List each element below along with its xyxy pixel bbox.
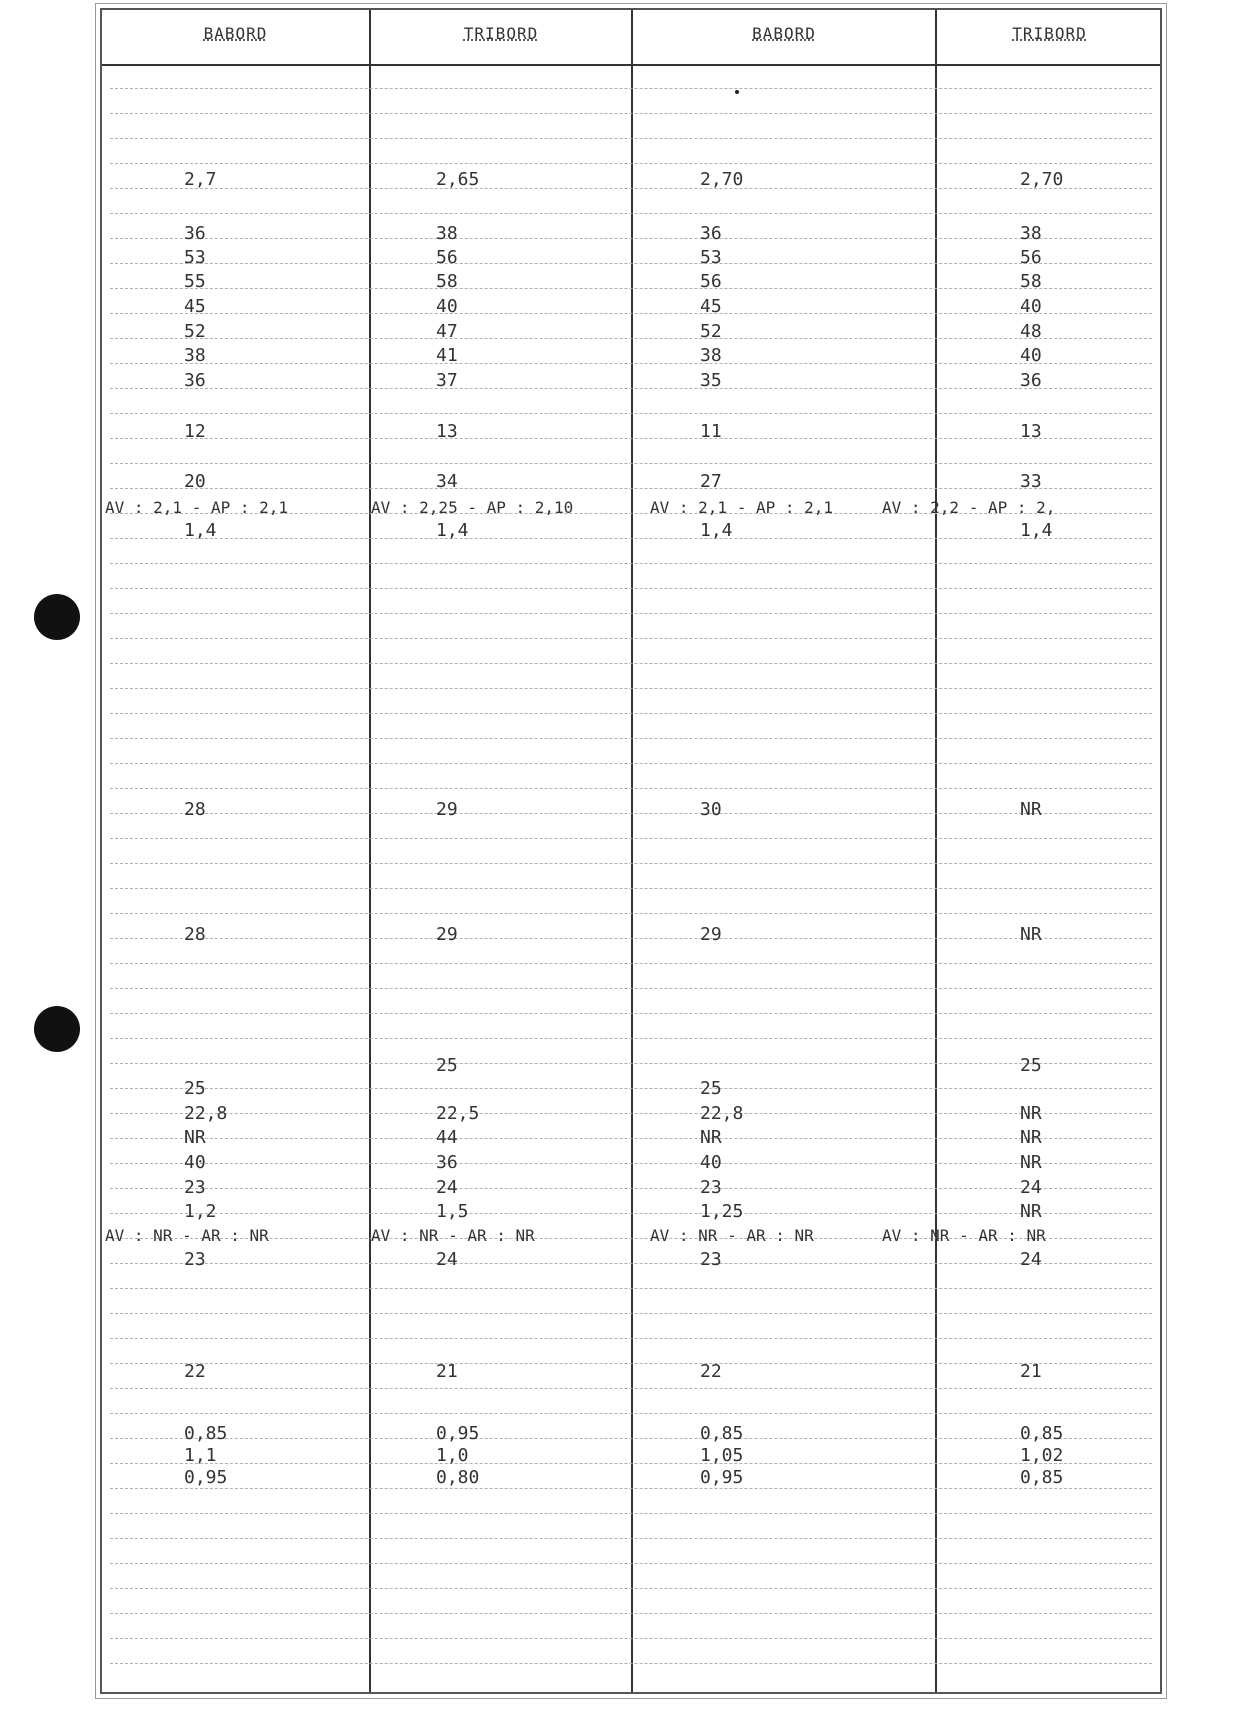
ruled-line [110,1313,1152,1314]
table-cell: 24 [1020,1249,1042,1270]
speck [735,90,739,94]
ruled-line [110,988,1152,989]
ruled-line [110,1363,1152,1364]
ruled-line [110,338,1152,339]
ruled-line [110,188,1152,189]
ruled-line [110,1013,1152,1014]
ruled-line [110,1388,1152,1389]
table-cell: 58 [1020,271,1042,292]
table-cell: 36 [436,1152,458,1173]
table-cell: 13 [436,421,458,442]
header-tribord-1: TRIBORD [463,24,539,43]
table-cell: 22 [700,1361,722,1382]
table-cell: 44 [436,1127,458,1148]
table-cell: 35 [700,370,722,391]
table-cell: 38 [1020,223,1042,244]
ruled-line [110,1138,1152,1139]
table-cell: NR [1020,1152,1042,1173]
ruled-line [110,1488,1152,1489]
ruled-line [110,638,1152,639]
table-cell: 40 [1020,345,1042,366]
table-cell: 1,02 [1020,1445,1064,1466]
ruled-line [110,888,1152,889]
ruled-line [110,88,1152,89]
ruled-line [110,438,1152,439]
table-cell: AV : 2,1 - AP : 2,1 [105,498,289,517]
table-cell: 52 [700,321,722,342]
table-cell: 0,85 [1020,1423,1064,1444]
punch-hole [34,1006,80,1052]
table-cell: 37 [436,370,458,391]
ruled-line [110,1663,1152,1664]
ruled-line [110,1263,1152,1264]
table-cell: AV : 2,1 - AP : 2,1 [650,498,834,517]
table-cell: 11 [700,421,722,442]
ruled-line [110,263,1152,264]
ruled-line [110,1563,1152,1564]
table-cell: 13 [1020,421,1042,442]
ruled-line [110,1613,1152,1614]
table-cell: 25 [700,1078,722,1099]
table-cell: 25 [184,1078,206,1099]
table-cell: 24 [436,1249,458,1270]
table-cell: 40 [436,296,458,317]
table-cell: 0,80 [436,1467,480,1488]
table-cell: AV : NR - AR : NR [882,1226,1046,1245]
ruled-line [110,538,1152,539]
table-cell: AV : 2,2 - AP : 2, [882,498,1056,517]
table-cell: 25 [1020,1055,1042,1076]
table-cell: 0,95 [700,1467,744,1488]
table-cell: 1,5 [436,1201,469,1222]
table-cell: 23 [184,1177,206,1198]
table-cell: 0,95 [184,1467,228,1488]
table-cell: 30 [700,799,722,820]
ruled-line [110,563,1152,564]
table-cell: 22,8 [700,1103,744,1124]
ruled-line [110,1188,1152,1189]
table-cell: AV : NR - AR : NR [650,1226,814,1245]
ruled-line [110,813,1152,814]
table-cell: 0,85 [1020,1467,1064,1488]
table-cell: 53 [700,247,722,268]
table-cell: 24 [1020,1177,1042,1198]
table-cell: NR [184,1127,206,1148]
header-tribord-2: TRIBORD [1012,24,1087,43]
ruled-line [110,838,1152,839]
ruled-line [110,1038,1152,1039]
table-cell: 36 [184,223,206,244]
table-cell: 0,95 [436,1423,480,1444]
table-cell: 2,70 [1020,169,1064,190]
table-cell: 20 [184,471,206,492]
table-cell: 1,1 [184,1445,217,1466]
table-cell: 24 [436,1177,458,1198]
table-cell: 38 [700,345,722,366]
ruled-line [110,313,1152,314]
table-cell: 29 [700,924,722,945]
table-cell: 0,85 [700,1423,744,1444]
table-cell: 22,5 [436,1103,480,1124]
ruled-line [110,1288,1152,1289]
ruled-line [110,488,1152,489]
ruled-line [110,1088,1152,1089]
table-cell: NR [1020,799,1042,820]
ruled-line [110,588,1152,589]
table-cell: 21 [1020,1361,1042,1382]
table-cell: 1,4 [436,520,469,541]
table-cell: 52 [184,321,206,342]
table-cell: 27 [700,471,722,492]
table-cell: 2,7 [184,169,217,190]
ruled-line [110,738,1152,739]
ruled-line [110,713,1152,714]
table-cell: 25 [436,1055,458,1076]
data-sheet [100,8,1162,1694]
punch-hole [34,594,80,640]
table-cell: 58 [436,271,458,292]
ruled-line [110,613,1152,614]
ruled-line [110,1588,1152,1589]
header-babord-2: BABORD [752,24,816,43]
table-cell: 1,05 [700,1445,744,1466]
ruled-line [110,788,1152,789]
ruled-line [110,1338,1152,1339]
table-cell: 1,4 [700,520,733,541]
header-rule [102,64,1160,66]
table-cell: 40 [700,1152,722,1173]
table-cell: 47 [436,321,458,342]
table-cell: 23 [700,1249,722,1270]
ruled-line [110,238,1152,239]
ruled-line [110,1538,1152,1539]
table-cell: 2,65 [436,169,480,190]
ruled-line [110,1638,1152,1639]
table-cell: 40 [1020,296,1042,317]
ruled-line [110,763,1152,764]
ruled-line [110,1163,1152,1164]
table-cell: 23 [700,1177,722,1198]
table-cell: 38 [436,223,458,244]
table-cell: 41 [436,345,458,366]
table-cell: 33 [1020,471,1042,492]
table-cell: 28 [184,799,206,820]
table-cell: AV : NR - AR : NR [105,1226,269,1245]
table-cell: NR [1020,924,1042,945]
ruled-line [110,1413,1152,1414]
ruled-line [110,1463,1152,1464]
table-cell: 45 [700,296,722,317]
table-cell: NR [1020,1201,1042,1222]
table-cell: 22,8 [184,1103,228,1124]
table-cell: 48 [1020,321,1042,342]
ruled-line [110,1513,1152,1514]
table-cell: NR [1020,1127,1042,1148]
table-cell: 2,70 [700,169,744,190]
table-cell: 1,2 [184,1201,217,1222]
ruled-line [110,663,1152,664]
ruled-line [110,1438,1152,1439]
table-cell: NR [1020,1103,1042,1124]
table-cell: 0,85 [184,1423,228,1444]
ruled-line [110,1063,1152,1064]
table-cell: 36 [700,223,722,244]
table-cell: 29 [436,924,458,945]
table-cell: 56 [436,247,458,268]
ruled-line [110,688,1152,689]
table-cell: AV : 2,25 - AP : 2,10 [371,498,574,517]
table-cell: 40 [184,1152,206,1173]
ruled-line [110,213,1152,214]
header-babord-1: BABORD [203,24,268,43]
table-cell: 1,25 [700,1201,744,1222]
table-cell: 34 [436,471,458,492]
table-cell: 36 [1020,370,1042,391]
ruled-line [110,1113,1152,1114]
table-cell: 1,4 [184,520,217,541]
table-cell: AV : NR - AR : NR [371,1226,535,1245]
ruled-line [110,938,1152,939]
ruled-line [110,163,1152,164]
ruled-line [110,138,1152,139]
ruled-line [110,963,1152,964]
table-cell: 12 [184,421,206,442]
table-cell: 38 [184,345,206,366]
ruled-line [110,413,1152,414]
table-cell: 56 [700,271,722,292]
ruled-line [110,863,1152,864]
ruled-line [110,288,1152,289]
table-cell: 53 [184,247,206,268]
table-cell: 36 [184,370,206,391]
ruled-line [110,463,1152,464]
table-cell: 28 [184,924,206,945]
table-cell: NR [700,1127,722,1148]
table-cell: 55 [184,271,206,292]
table-cell: 1,0 [436,1445,469,1466]
ruled-line [110,1213,1152,1214]
ruled-line [110,913,1152,914]
table-cell: 45 [184,296,206,317]
ruled-line [110,388,1152,389]
table-cell: 1,4 [1020,520,1053,541]
ruled-line [110,113,1152,114]
ruled-line [110,363,1152,364]
table-cell: 29 [436,799,458,820]
table-cell: 21 [436,1361,458,1382]
table-cell: 56 [1020,247,1042,268]
table-cell: 22 [184,1361,206,1382]
table-cell: 23 [184,1249,206,1270]
